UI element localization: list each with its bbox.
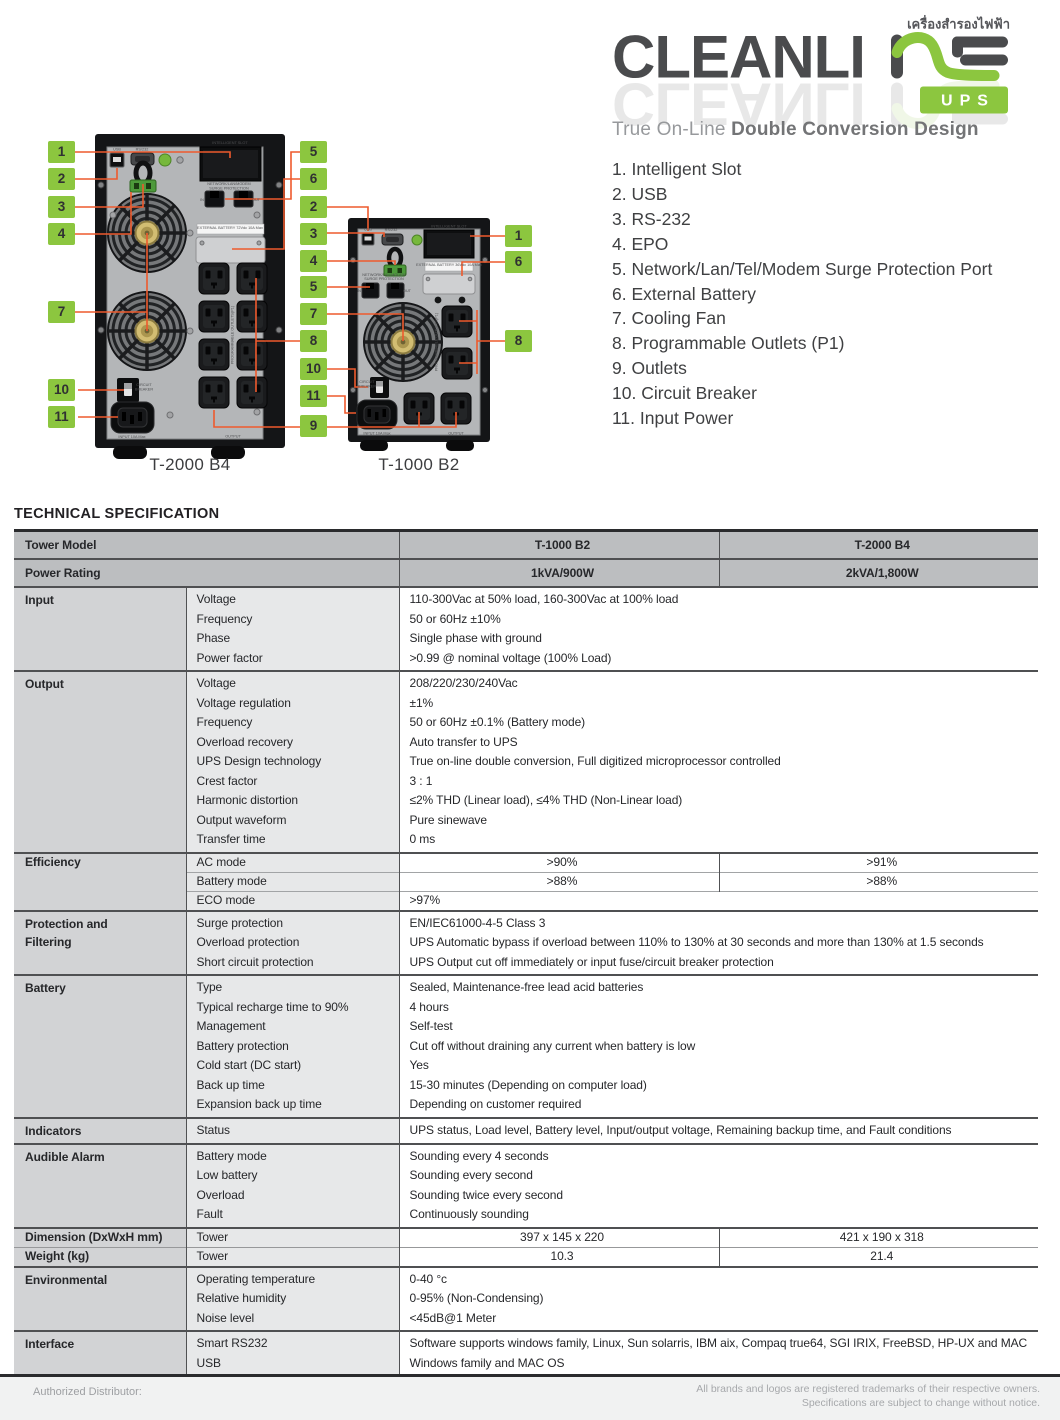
external-battery-plate [423, 274, 475, 294]
spec-header-value-t2000: T-2000 B4 [719, 531, 1038, 560]
spec-value-t1000: 10.3 [399, 1247, 719, 1267]
feature-item-8: 8. Programmable Outlets (P1) [612, 333, 845, 354]
spec-value-t2000: >91% [719, 853, 1038, 873]
callout-badge-3: 3 [300, 223, 327, 245]
tagline-bold: Double Conversion Design [731, 119, 979, 140]
spec-heading: TECHNICAL SPECIFICATION [14, 506, 220, 522]
callout-badge-4: 4 [300, 250, 327, 272]
spec-sublabel-cell: Smart RS232 USB [186, 1331, 399, 1396]
panel-label: INTELLIGENT SLOT [431, 224, 467, 229]
device-caption-t1000: T-1000 B2 [378, 455, 460, 474]
spec-category-cell: Input [14, 587, 186, 671]
spec-header-label: Power Rating [14, 559, 399, 587]
callout-badge-10: 10 [48, 379, 75, 401]
spec-value-t2000: 21.4 [719, 1247, 1038, 1267]
spec-header-value-t2000: 2kVA/1,800W [719, 559, 1038, 587]
panel-label: EXTERNAL BATTERY 72Vdc 10A Max [197, 226, 263, 230]
spec-value-cell: Sealed, Maintenance-free lead acid batteries 4 hours Self-test Cut off without draining any current when battery is low Yes 15-30 minutes (Depending on computer load) Depending on customer required [399, 975, 1038, 1118]
spec-value-cell: 208/220/230/240Vac ±1% 50 or 60Hz ±0.1% (Battery mode) Auto transfer to UPS True on-line double conversion, Full digitized microprocessor controlled 3 : 1 ≤2% THD (Linear load), ≤4% THD (Non-Linear load) Pure sinewave 0 ms [399, 671, 1038, 853]
spec-section-row [14, 1144, 1038, 1228]
panel-label: SURGE PROTECTION [364, 277, 404, 281]
device-caption-t2000: T-2000 B4 [149, 455, 231, 474]
spec-sublabel-cell: Voltage Frequency Phase Power factor [186, 587, 399, 671]
spec-sublabel-cell: Status [186, 1118, 399, 1144]
feature-list [612, 157, 1052, 431]
spec-sublabel-cell: Tower [186, 1247, 399, 1267]
callout-badge-11: 11 [300, 385, 327, 407]
spec-value-cell: UPS status, Load level, Battery level, Input/output voltage, Remaining backup time, and Fault conditions [399, 1118, 1038, 1144]
spec-sublabel-cell: Surge protection Overload protection Short circuit protection [186, 911, 399, 976]
spec-category-cell: Output [14, 671, 186, 853]
spec-value-cell: Sounding every 4 seconds Sounding every second Sounding twice every second Continuously sounding [399, 1144, 1038, 1228]
panel-label: USB [113, 147, 121, 152]
callout-badge-3: 3 [48, 196, 75, 218]
panel-label: CIRCUIT [136, 383, 152, 387]
panel-label: INTELLIGENT SLOT [212, 141, 248, 145]
spec-value-span: >97% [399, 891, 1038, 911]
panel-label: SURGE PROTECTION [209, 186, 249, 191]
spec-category-cell: Audible Alarm [14, 1144, 186, 1228]
callout-badge-10: 10 [300, 358, 327, 380]
feature-item-5: 5. Network/Lan/Tel/Modem Surge Protection Port [612, 258, 993, 279]
panel-label: NETWORK/LAN/MODEM [362, 273, 406, 277]
feature-item-6: 6. External Battery [612, 283, 756, 304]
spec-sublabel-cell: Type Typical recharge time to 90% Management Battery protection Cold start (DC start) Back up time Expansion back up time [186, 975, 399, 1118]
spec-value-cell: 110-300Vac at 50% load, 160-300Vac at 100% load 50 or 60Hz ±10% Single phase with ground >0.99 @ nominal voltage (100% Load) [399, 587, 1038, 671]
spec-header-label: Tower Model [14, 531, 399, 560]
callout-badge-1: 1 [505, 225, 532, 247]
spec-category-cell: Interface [14, 1331, 186, 1396]
callout-badge-8: 8 [300, 330, 327, 352]
spec-category-cell: Environmental [14, 1267, 186, 1332]
callout-badge-4: 4 [48, 223, 75, 245]
legal-line-1: All brands and logos are registered trademarks of their respective owners. [696, 1383, 1040, 1395]
panel-label: RS/232 [135, 147, 149, 152]
spec-category-cell: Indicators [14, 1118, 186, 1144]
panel-label: NETWORK/LAN/MODEM [207, 182, 251, 186]
panel-label: INPUT 10A Max [118, 435, 146, 439]
feature-item-7: 7. Cooling Fan [612, 308, 726, 329]
callout-badge-6: 6 [300, 168, 327, 190]
panel-label: BREAKER [357, 384, 377, 389]
panel-label: OUT [402, 289, 412, 293]
panel-label: OUT [251, 198, 261, 202]
callout-badge-2: 2 [300, 196, 327, 218]
spec-table [14, 529, 1038, 1398]
ups-badge-label: UPS [941, 92, 995, 110]
spec-section-row [14, 1118, 1038, 1144]
spec-category-cell: Efficiency [14, 853, 186, 911]
panel-label: RS/232 [384, 228, 398, 232]
spec-category-cell: Weight (kg) [14, 1247, 186, 1267]
spec-header-value-t1000: 1kVA/900W [399, 559, 719, 587]
spec-value-cell: EN/IEC61000-4-5 Class 3 UPS Automatic bypass if overload between 110% to 130% at 30 seconds and more than 130% at 1.5 seconds UPS Output cut off immediately or input fuse/circuit breaker protection [399, 911, 1038, 976]
external-battery-plate [196, 237, 265, 263]
feature-item-1: 1. Intelligent Slot [612, 159, 742, 179]
authorized-distributor-label: Authorized Distributor: [33, 1386, 142, 1398]
callout-badge-2: 2 [48, 168, 75, 190]
panel-label: PROGRAMMABLE OUTLETS(P1) [230, 305, 235, 365]
legal-line-2: Specifications are subject to change without notice. [801, 1397, 1040, 1409]
panel-label: IN [357, 289, 361, 293]
epo-button [412, 235, 422, 245]
thai-product-text: เครื่องสำรองไฟฟ้า [907, 16, 1010, 32]
spec-section-row [14, 587, 1038, 671]
callout-badge-9: 9 [300, 415, 327, 437]
diagram [0, 0, 600, 500]
tagline [612, 119, 1052, 141]
panel-label: PROGRAMMABLE OUTLETS(P1) [434, 312, 439, 372]
spec-table-body [14, 531, 1038, 1397]
callout-badge-7: 7 [300, 303, 327, 325]
callout-badge-1: 1 [48, 141, 75, 163]
spec-sublabel-cell: ECO mode [186, 891, 399, 911]
tagline-regular: True On-Line [612, 119, 732, 140]
legal-text [696, 1382, 1040, 1410]
spec-header-row [14, 531, 1038, 560]
callout-badge-5: 5 [300, 141, 327, 163]
spec-value-t2000: 421 x 190 x 318 [719, 1228, 1038, 1248]
callout-badge-6: 6 [505, 251, 532, 273]
spec-sublabel-cell: Battery mode Low battery Overload Fault [186, 1144, 399, 1228]
spec-value-t1000: >88% [399, 872, 719, 891]
feature-item-10: 10. Circuit Breaker [612, 383, 757, 404]
feature-item-11: 11. Input Power [612, 408, 734, 429]
feature-item-4: 4. EPO [612, 233, 669, 254]
spec-sublabel-cell: Tower [186, 1228, 399, 1248]
spec-category-cell: Dimension (DxWxH mm) [14, 1228, 186, 1248]
feature-item-9: 9. Outlets [612, 358, 687, 379]
panel-label: EXTERNAL BATTERY 36Vdc 10A Max [416, 263, 482, 267]
brand-text: CLEANLI [612, 23, 865, 91]
spec-row [14, 853, 1038, 873]
spec-header-row [14, 559, 1038, 587]
spec-section-row [14, 671, 1038, 853]
spec-row [14, 1247, 1038, 1267]
callout-badge-11: 11 [48, 406, 75, 428]
spec-sublabel-cell: AC mode [186, 853, 399, 873]
panel-label: BREAKER [134, 387, 154, 392]
brand-e-mid-bar [960, 55, 1008, 66]
feature-item-3: 3. RS-232 [612, 208, 691, 229]
callout-badge-5: 5 [300, 276, 327, 298]
spec-category-cell: Protection and Filtering [14, 911, 186, 976]
brand-e-top-bar [952, 37, 1008, 48]
spec-sublabel-cell: Voltage Voltage regulation Frequency Overload recovery UPS Design technology Crest factor Harmonic distortion Output waveform Transfer time [186, 671, 399, 853]
panel-label: IN [200, 198, 204, 202]
spec-value-cell: 0-40 °c 0-95% (Non-Condensing) <45dB@1 Meter [399, 1267, 1038, 1332]
spec-value-cell: Software supports windows family, Linux, Sun solarris, IBM aix, Compaq true64, SGI IRIX, FreeBSD, HP-UX and MAC Windows family and MAC OS [399, 1331, 1038, 1396]
spec-header-value-t1000: T-1000 B2 [399, 531, 719, 560]
feature-item-2: 2. USB [612, 183, 668, 204]
spec-sublabel-cell: Battery mode [186, 872, 399, 891]
panel-label: OUTPUT [225, 434, 241, 439]
callout-badge-7: 7 [48, 301, 75, 323]
panel-label: INPUT 10A Max [363, 431, 391, 436]
epo-button [159, 154, 171, 166]
panel-label: CIRCUIT [359, 380, 375, 384]
spec-section-row [14, 911, 1038, 976]
spec-value-t2000: >88% [719, 872, 1038, 891]
spec-section-row [14, 975, 1038, 1118]
spec-category-cell: Battery [14, 975, 186, 1118]
footer-bar [0, 1374, 1060, 1420]
spec-section-row [14, 1267, 1038, 1332]
spec-value-t1000: 397 x 145 x 220 [399, 1228, 719, 1248]
spec-row [14, 1228, 1038, 1248]
spec-value-t1000: >90% [399, 853, 719, 873]
panel-label: USB [364, 227, 372, 232]
spec-sublabel-cell: Operating temperature Relative humidity Noise level [186, 1267, 399, 1332]
callout-badge-8: 8 [505, 330, 532, 352]
panel-label: OUTPUT [448, 431, 464, 436]
